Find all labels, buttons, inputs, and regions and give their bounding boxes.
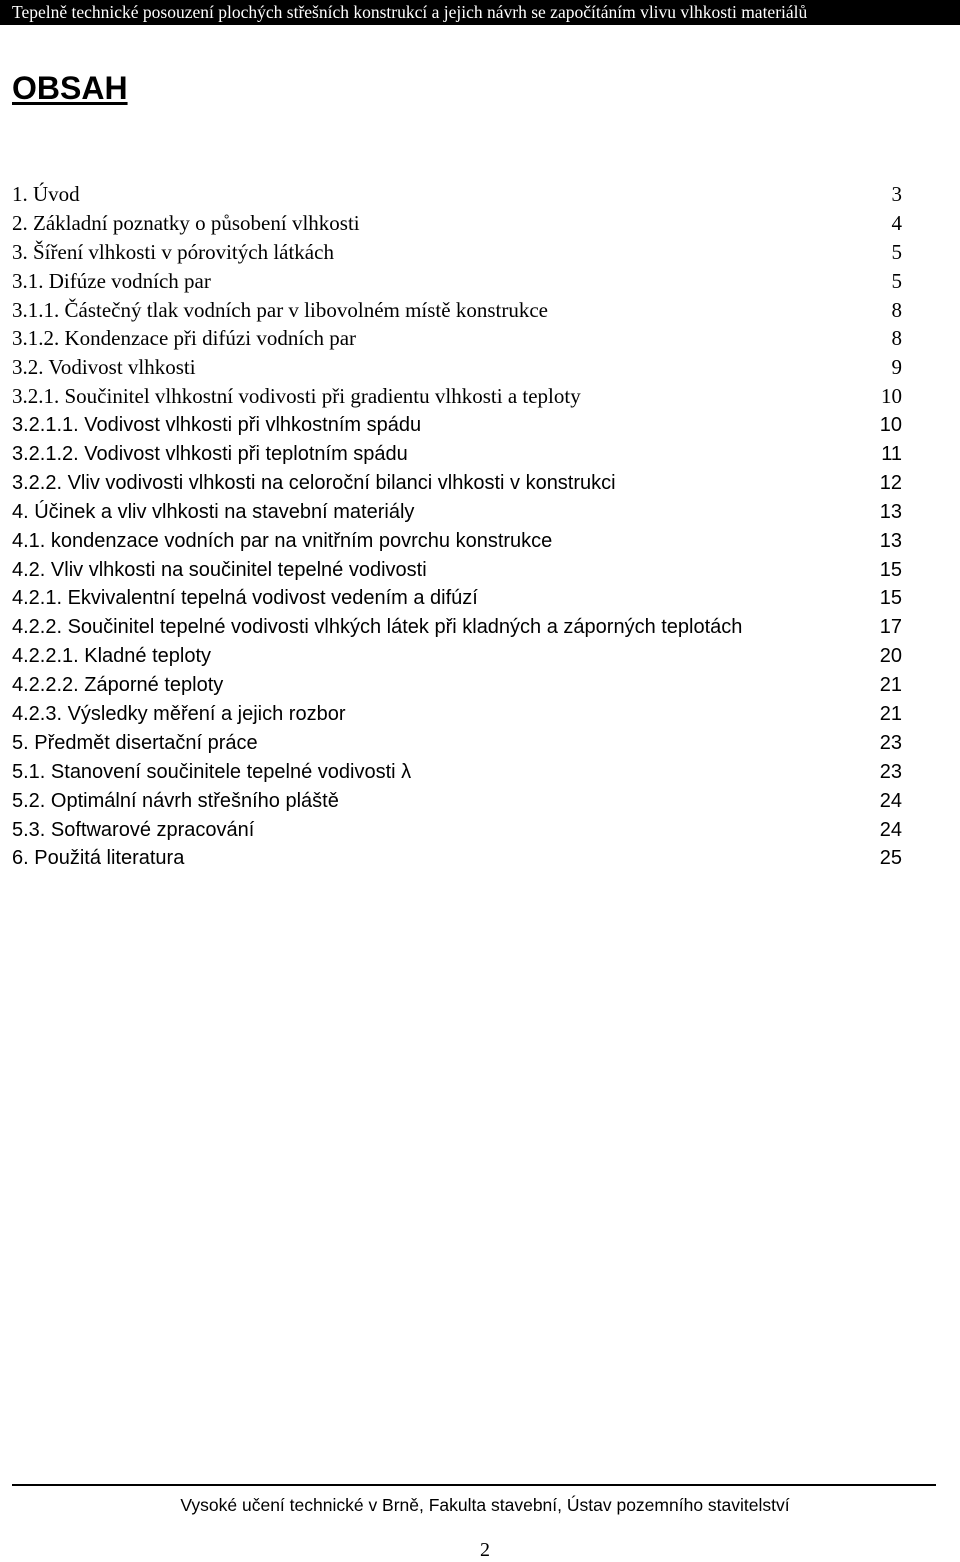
toc-entry-page: 24 bbox=[879, 818, 902, 841]
toc-entry[interactable] bbox=[12, 469, 902, 498]
toc-entry-label: 4.2.2.2. Záporné teploty bbox=[12, 674, 224, 697]
toc-title: OBSAH bbox=[12, 70, 128, 106]
toc-entry-page: 17 bbox=[879, 616, 902, 639]
toc-entry-label: 5.2. Optimální návrh střešního pláště bbox=[12, 789, 339, 812]
toc-entry[interactable] bbox=[12, 729, 902, 758]
toc-entry[interactable] bbox=[12, 556, 902, 585]
running-header-title: Tepelně technické posouzení plochých střešních konstrukcí a jejich návrh se započítáním vlivu vlhkosti materiálů bbox=[12, 2, 808, 22]
toc-entry[interactable] bbox=[12, 209, 902, 238]
toc-entry-label: 4.1. kondenzace vodních par na vnitřním povrchu konstrukce bbox=[12, 529, 553, 552]
toc-entry-page: 10 bbox=[879, 414, 902, 437]
toc-entry[interactable] bbox=[12, 758, 902, 787]
toc-entry-page: 21 bbox=[879, 674, 902, 697]
toc-entry-page: 5 bbox=[891, 239, 902, 264]
toc-entry-page: 25 bbox=[879, 847, 902, 870]
toc-entry[interactable] bbox=[12, 613, 902, 642]
toc-entry-label: 5.1. Stanovení součinitele tepelné vodivosti λ bbox=[12, 760, 412, 783]
toc-entry-label: 3.1.1. Částečný tlak vodních par v libovolném místě konstrukce bbox=[12, 297, 548, 322]
toc-entry-label: 3.1. Difúze vodních par bbox=[12, 268, 211, 293]
toc-entry-label: 3.2.1.2. Vodivost vlhkosti při teplotním spádu bbox=[12, 443, 408, 466]
toc-entry-page: 21 bbox=[879, 703, 902, 726]
toc-entry-label: 2. Základní poznatky o působení vlhkosti bbox=[12, 210, 360, 235]
toc-entry[interactable] bbox=[12, 816, 902, 845]
toc-entry[interactable] bbox=[12, 238, 902, 267]
toc-entry[interactable] bbox=[12, 700, 902, 729]
toc-entry-label: 5. Předmět disertační práce bbox=[12, 731, 258, 754]
toc-entry[interactable] bbox=[12, 787, 902, 816]
toc-entry-label: 3.2.1.1. Vodivost vlhkosti při vlhkostním spádu bbox=[12, 414, 422, 437]
toc-entry-page: 3 bbox=[891, 182, 902, 206]
toc-entry-page: 8 bbox=[891, 326, 902, 351]
toc-entry-label: 3.2.1. Součinitel vlhkostní vodivosti při gradientu vlhkosti a teploty bbox=[12, 384, 581, 409]
toc-entry-page: 9 bbox=[891, 355, 902, 380]
toc-entry-page: 8 bbox=[891, 297, 902, 322]
running-header bbox=[0, 0, 960, 25]
toc-entry-label: 4. Účinek a vliv vlhkosti na stavební materiály bbox=[12, 500, 415, 523]
toc-list bbox=[12, 180, 902, 873]
toc-entry[interactable] bbox=[12, 642, 902, 671]
toc-entry[interactable] bbox=[12, 353, 902, 382]
toc-entry-page: 10 bbox=[881, 384, 902, 409]
toc-entry-page: 13 bbox=[879, 500, 902, 523]
toc-entry[interactable] bbox=[12, 411, 902, 440]
toc-entry-page: 23 bbox=[879, 760, 902, 783]
toc-entry-label: 4.2.3. Výsledky měření a jejich rozbor bbox=[12, 703, 346, 726]
toc-entry-label: 4.2. Vliv vlhkosti na součinitel tepelné vodivosti bbox=[12, 558, 427, 581]
toc-entry-label: 4.2.2.1. Kladné teploty bbox=[12, 645, 212, 668]
footer-divider bbox=[12, 1484, 936, 1486]
toc-entry[interactable] bbox=[12, 440, 902, 469]
toc-entry[interactable] bbox=[12, 180, 902, 209]
toc-entry-label: 1. Úvod bbox=[12, 182, 80, 206]
footer-institution: Vysoké učení technické v Brně, Fakulta stavební, Ústav pozemního stavitelství bbox=[180, 1495, 790, 1515]
toc-entry-label: 3.2. Vodivost vlhkosti bbox=[12, 355, 196, 380]
toc-entry-page: 4 bbox=[891, 210, 902, 235]
toc-entry[interactable] bbox=[12, 498, 902, 527]
toc-entry[interactable] bbox=[12, 527, 902, 556]
toc-entry-label: 6. Použitá literatura bbox=[12, 847, 185, 870]
page-number: 2 bbox=[480, 1539, 490, 1561]
toc-entry-page: 13 bbox=[879, 529, 902, 552]
toc-entry-label: 4.2.2. Součinitel tepelné vodivosti vlhkých látek při kladných a záporných teplotách bbox=[12, 616, 743, 639]
toc-entry[interactable] bbox=[12, 324, 902, 353]
toc-entry[interactable] bbox=[12, 671, 902, 700]
toc-entry-label: 4.2.1. Ekvivalentní tepelná vodivost vedením a difúzí bbox=[12, 587, 478, 610]
toc-entry-page: 11 bbox=[881, 443, 902, 466]
toc-entry[interactable] bbox=[12, 267, 902, 296]
toc-entry-page: 15 bbox=[879, 558, 902, 581]
toc-entry-label: 3.1.2. Kondenzace při difúzi vodních par bbox=[12, 326, 357, 351]
toc-entry[interactable] bbox=[12, 584, 902, 613]
toc-entry[interactable] bbox=[12, 296, 902, 325]
toc-entry-label: 5.3. Softwarové zpracování bbox=[12, 818, 255, 841]
toc-entry-page: 15 bbox=[879, 587, 902, 610]
toc-entry[interactable] bbox=[12, 382, 902, 411]
toc-entry-page: 23 bbox=[879, 731, 902, 754]
toc-entry-label: 3. Šíření vlhkosti v pórovitých látkách bbox=[12, 239, 334, 264]
toc-entry[interactable] bbox=[12, 844, 902, 873]
toc-entry-page: 20 bbox=[879, 645, 902, 668]
toc-entry-page: 5 bbox=[891, 268, 902, 293]
toc-entry-page: 12 bbox=[879, 471, 902, 494]
toc-entry-label: 3.2.2. Vliv vodivosti vlhkosti na celoroční bilanci vlhkosti v konstrukci bbox=[12, 471, 616, 494]
toc-entry-page: 24 bbox=[879, 789, 902, 812]
